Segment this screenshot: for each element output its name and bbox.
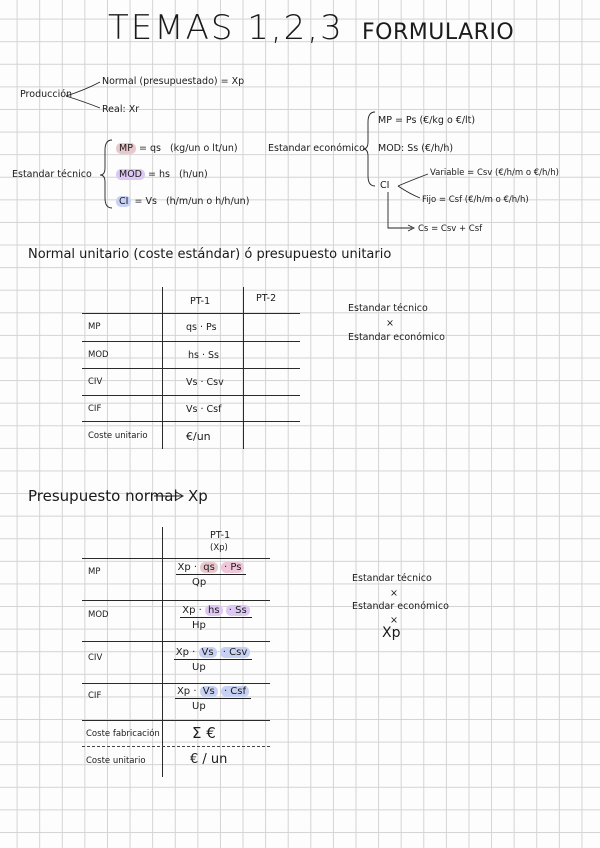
et-ci-units: (h/m/un o h/h/un)	[165, 196, 250, 207]
s2-row-label: MOD	[88, 610, 109, 620]
s2-note-x2: ×	[390, 615, 398, 626]
s1-row-label: CIV	[88, 377, 103, 387]
et-ci-tag: CI	[116, 196, 131, 207]
s2-coste-fab-label: Coste fabricación	[86, 729, 160, 739]
section2-arrow-target: Xp	[188, 487, 208, 505]
produccion-label: Producción	[20, 89, 73, 100]
et-mod-units: (h/un)	[179, 169, 208, 180]
s2-coste-unit-value: € / un	[190, 752, 228, 767]
s1-row-label: MOD	[88, 350, 109, 360]
s2-note-line2: Estandar económico	[352, 601, 449, 612]
ee-mp: MP = Ps (€/kg o €/lt)	[378, 115, 476, 126]
s1-row-label: MP	[88, 322, 101, 332]
s2-header-sub: (Xp)	[210, 543, 228, 553]
et-ci-formula: = Vs	[134, 196, 157, 207]
et-mod-tag: MOD	[116, 169, 145, 180]
ee-mod: MOD: Ss (€/h/h)	[378, 143, 454, 154]
s1-note-line2: Estandar económico	[348, 332, 445, 343]
produccion-real: Real: Xr	[102, 104, 140, 115]
s2-row-fraction: $\frac{Xp \cdot qs \cdot Ps}{Qp}$	[172, 562, 250, 588]
s2-row-fraction: $\frac{Xp \cdot hs \cdot Ss}{Hp}$	[172, 605, 260, 631]
s1-row-value: Vs · Csf	[186, 404, 222, 415]
s1-row-value: hs · Ss	[188, 350, 220, 361]
et-mp-formula: = qs	[138, 143, 161, 154]
s1-header-pt2: PT-2	[256, 293, 277, 304]
page-title: TEMAS 1,2,3	[108, 8, 344, 48]
s2-row-fraction: Xp · Vs · Csv Up	[172, 647, 254, 673]
et-mod-formula: = hs	[148, 169, 170, 180]
s2-coste-unit-label: Coste unitario	[86, 756, 146, 766]
s1-row-label: Coste unitario	[88, 431, 148, 441]
ee-fijo: Fijo = Csf (€/h/m o €/h/h)	[422, 195, 529, 205]
s1-header-pt1: PT-1	[190, 296, 211, 307]
s1-row-value: Vs · Csv	[186, 377, 224, 388]
estandar-economico-label: Estandar económico	[268, 143, 365, 154]
s1-row-value: €/un	[186, 430, 211, 443]
section1-title: Normal unitario (coste estándar) ó presupuesto unitario	[28, 247, 392, 262]
produccion-normal: Normal (presupuestado) = Xp	[102, 76, 245, 87]
et-ci	[116, 196, 249, 207]
ee-ci: CI	[380, 180, 390, 191]
s2-row-label: CIV	[88, 653, 103, 663]
s1-note-line1: Estandar técnico	[348, 303, 428, 314]
s2-note-line1: Estandar técnico	[352, 573, 432, 584]
et-mod	[116, 169, 208, 180]
s2-note-line3: Xp	[382, 625, 401, 641]
et-mp-tag: MP	[116, 143, 136, 154]
s2-note-x1: ×	[390, 588, 398, 599]
estandar-tecnico-label: Estandar técnico	[12, 169, 92, 180]
et-mp	[116, 143, 238, 154]
s2-row-fraction: Xp · Vs · Csf Up	[172, 686, 254, 712]
s2-row-label: CIF	[88, 691, 102, 701]
ee-total: Cs = Csv + Csf	[418, 224, 483, 234]
s1-row-value: qs · Ps	[186, 322, 217, 333]
s1-row-label: CIF	[88, 404, 102, 414]
section2-title: Presupuesto normal	[28, 487, 178, 505]
page-subtitle: FORMULARIO	[362, 20, 515, 45]
s2-coste-fab-value: Σ €	[192, 724, 216, 742]
s2-row-label: MP	[88, 567, 101, 577]
s1-note-x: ×	[386, 318, 394, 329]
ee-variable: Variable = Csv (€/h/m o €/h/h)	[430, 168, 559, 178]
et-mp-units: (kg/un o lt/un)	[169, 143, 238, 154]
s2-header: PT-1	[210, 530, 231, 541]
